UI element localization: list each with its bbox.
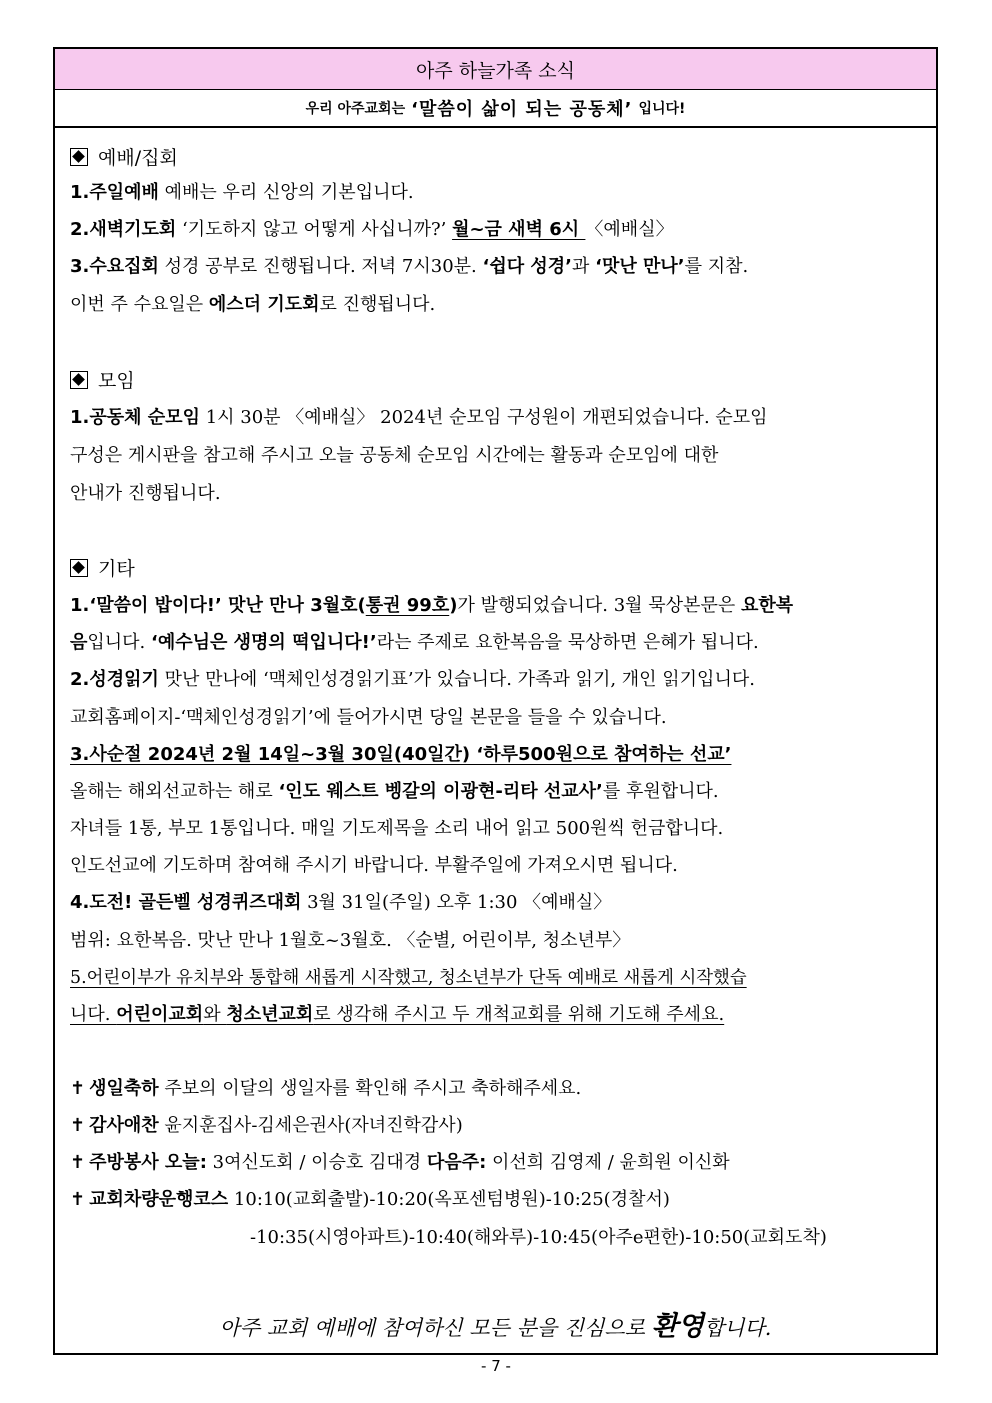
etc-line-4 xyxy=(70,704,926,732)
heading-text: 모임 xyxy=(98,370,135,392)
text: 로 진행됩니다. xyxy=(319,294,436,315)
section-etc-heading xyxy=(70,555,926,583)
etc-line-9 xyxy=(70,889,926,917)
welcome-post: 합니다. xyxy=(703,1316,772,1340)
label: 1.주일예배 xyxy=(70,182,159,203)
title-text: 아주 하늘가족 소식 xyxy=(416,59,575,82)
label: 주방봉사 오늘: xyxy=(89,1152,207,1173)
bold: 어린이교회 xyxy=(116,1004,204,1025)
text: 구성은 게시판을 참고해 주시고 오늘 공동체 순모임 시간에는 활동과 순모임에 대한 xyxy=(70,445,719,466)
label: 생일축하 xyxy=(89,1078,159,1099)
etc-line-3 xyxy=(70,666,926,694)
cross-icon: ✝ xyxy=(70,1189,86,1210)
text: 안내가 진행됩니다. xyxy=(70,483,221,504)
welcome-message xyxy=(55,1304,936,1343)
diamond-box-icon xyxy=(70,148,88,166)
etc-line-1 xyxy=(70,592,926,620)
etc-line-7 xyxy=(70,815,926,843)
bold: 1.‘말씀이 밥이다!’ 맛난 만나 3월호( xyxy=(70,595,366,616)
text: 로 생각해 주시고 두 개척교회를 위해 기도해 주세요. xyxy=(313,1004,725,1025)
bold: 요한복 xyxy=(740,595,794,616)
diamond-box-icon xyxy=(70,559,88,577)
bold: 청소년교회 xyxy=(226,1004,314,1025)
place: 〈예배실〉 xyxy=(585,219,674,240)
text: -10:35(시영아파트)-10:40(해와루)-10:45(아주e편한)-10:50(교회도착) xyxy=(250,1227,827,1248)
section-gathering-heading xyxy=(70,367,926,395)
text: 이선희 김영제 / 윤희원 이신화 xyxy=(486,1152,730,1173)
text: 윤지훈집사-김세은권사(자녀진학감사) xyxy=(158,1115,463,1136)
notice-bus xyxy=(70,1186,926,1214)
text: 주보의 이달의 생일자를 확인해 주시고 축하해주세요. xyxy=(158,1078,582,1099)
text: 를 지참. xyxy=(684,256,749,277)
issue-no: 통권 99호 xyxy=(365,595,450,616)
subtitle-pre: 우리 아주교회는 xyxy=(305,101,406,117)
gathering-line-1 xyxy=(70,404,926,432)
text: 자녀들 1통, 부모 1통입니다. 매일 기도제목을 소리 내어 읽고 500원씩 헌금합니다. xyxy=(70,818,724,839)
text: 인도선교에 기도하며 참여해 주시기 바랍니다. 부활주일에 가져오시면 됩니다. xyxy=(70,855,678,876)
cross-icon: ✝ xyxy=(70,1078,86,1099)
text: 라는 주제로 요한복음을 묵상하면 은혜가 됩니다. xyxy=(376,632,759,653)
text: 이번 주 수요일은 xyxy=(70,294,209,315)
text: 와 xyxy=(203,1004,227,1025)
etc-line-2 xyxy=(70,629,926,657)
cross-icon: ✝ xyxy=(70,1152,86,1173)
theme: ‘예수님은 생명의 떡입니다!’ xyxy=(151,632,377,653)
heading-text: 예배/집회 xyxy=(98,147,178,169)
text: 입니다. xyxy=(87,632,151,653)
bold: ) xyxy=(449,595,458,616)
text: 를 후원합니다. xyxy=(602,781,719,802)
worship-line-2 xyxy=(70,216,926,244)
notice-thanks xyxy=(70,1112,926,1140)
subtitle-quote: ‘말씀이 삶이 되는 공동체’ xyxy=(411,99,633,120)
text: 교회홈페이지-‘맥체인성경읽기’에 들어가시면 당일 본문을 들을 수 있습니다. xyxy=(70,707,667,728)
etc-line-8 xyxy=(70,852,926,880)
etc-line-12 xyxy=(70,1001,926,1029)
gathering-line-3 xyxy=(70,480,926,508)
text: 예배는 우리 신앙의 기본입니다. xyxy=(158,182,414,203)
etc-line-11 xyxy=(70,964,926,992)
etc-line-6 xyxy=(70,778,926,806)
highlight: 에스더 기도회 xyxy=(208,294,320,315)
notice-birthday xyxy=(70,1075,926,1103)
cross-icon: ✝ xyxy=(70,1115,86,1136)
missionary: ‘인도 웨스트 벵갈의 이광현-리타 선교사’ xyxy=(278,781,603,802)
heading-text: 기타 xyxy=(98,558,135,580)
text: 10:10(교회출발)-10:20(옥포센텀병원)-10:25(경찰서) xyxy=(228,1189,670,1210)
book-1: ‘쉽다 성경’ xyxy=(482,256,572,277)
label: 4.도전! 골든벨 성경퀴즈대회 xyxy=(70,892,302,913)
label: 다음주: xyxy=(426,1152,487,1173)
etc-line-5 xyxy=(70,741,926,769)
lent-title: 3.사순절 2024년 2월 14일~3월 30일(40일간) ‘하루500원으로 참여하는 선교’ xyxy=(70,744,732,765)
book-2: ‘맛난 만나’ xyxy=(595,256,685,277)
etc-line-10 xyxy=(70,927,926,955)
text: 올해는 해외선교하는 해로 xyxy=(70,781,279,802)
label: 2.새벽기도회 xyxy=(70,219,177,240)
notice-bus-cont xyxy=(250,1224,926,1252)
notice-kitchen xyxy=(70,1149,926,1177)
text: 범위: 요한복음. 맛난 만나 1월호~3월호. 〈순별, 어린이부, 청소년부〉 xyxy=(70,930,631,951)
welcome-big: 환영 xyxy=(651,1311,704,1342)
text: 3여신도회 / 이승호 김대경 xyxy=(206,1152,427,1173)
text: 과 xyxy=(571,256,596,277)
text: 3월 31일(주일) 오후 1:30 〈예배실〉 xyxy=(301,892,612,913)
label: 1.공동체 순모임 xyxy=(70,407,200,428)
text: 5.어린이부가 유치부와 통합해 새롭게 시작했고, 청소년부가 단독 예배로 새롭게 시작했습 xyxy=(70,968,747,988)
text: 1시 30분 〈예배실〉 2024년 순모임 구성원이 개편되었습니다. 순모임 xyxy=(199,407,768,428)
text: 니다. xyxy=(70,1004,117,1025)
page-title xyxy=(55,49,936,90)
section-worship-heading xyxy=(70,144,926,172)
bold: 음 xyxy=(70,632,88,653)
gathering-line-2 xyxy=(70,442,926,470)
welcome-pre: 아주 교회 예배에 참여하신 모든 분을 진심으로 xyxy=(219,1316,652,1340)
page-subtitle xyxy=(55,90,936,128)
worship-line-1 xyxy=(70,179,926,207)
text: ‘기도하지 않고 어떻게 사십니까?’ xyxy=(176,219,453,240)
worship-line-4 xyxy=(70,291,926,319)
text: 맛난 만나에 ‘맥체인성경읽기표’가 있습니다. 가족과 읽기, 개인 읽기입니다. xyxy=(158,669,755,690)
text: 가 발행되었습니다. 3월 묵상본문은 xyxy=(457,595,741,616)
label: 교회차량운행코스 xyxy=(89,1189,229,1210)
time: 월~금 새벽 6시 xyxy=(452,219,586,240)
page-number: - 7 - xyxy=(481,1357,511,1375)
text: 성경 공부로 진행됩니다. 저녁 7시30분. xyxy=(158,256,483,277)
label: 감사애찬 xyxy=(89,1115,159,1136)
diamond-box-icon xyxy=(70,371,88,389)
label: 3.수요집회 xyxy=(70,256,159,277)
worship-line-3 xyxy=(70,253,926,281)
subtitle-post: 입니다! xyxy=(638,101,686,117)
label: 2.성경읽기 xyxy=(70,669,159,690)
bulletin-frame xyxy=(53,47,938,1355)
